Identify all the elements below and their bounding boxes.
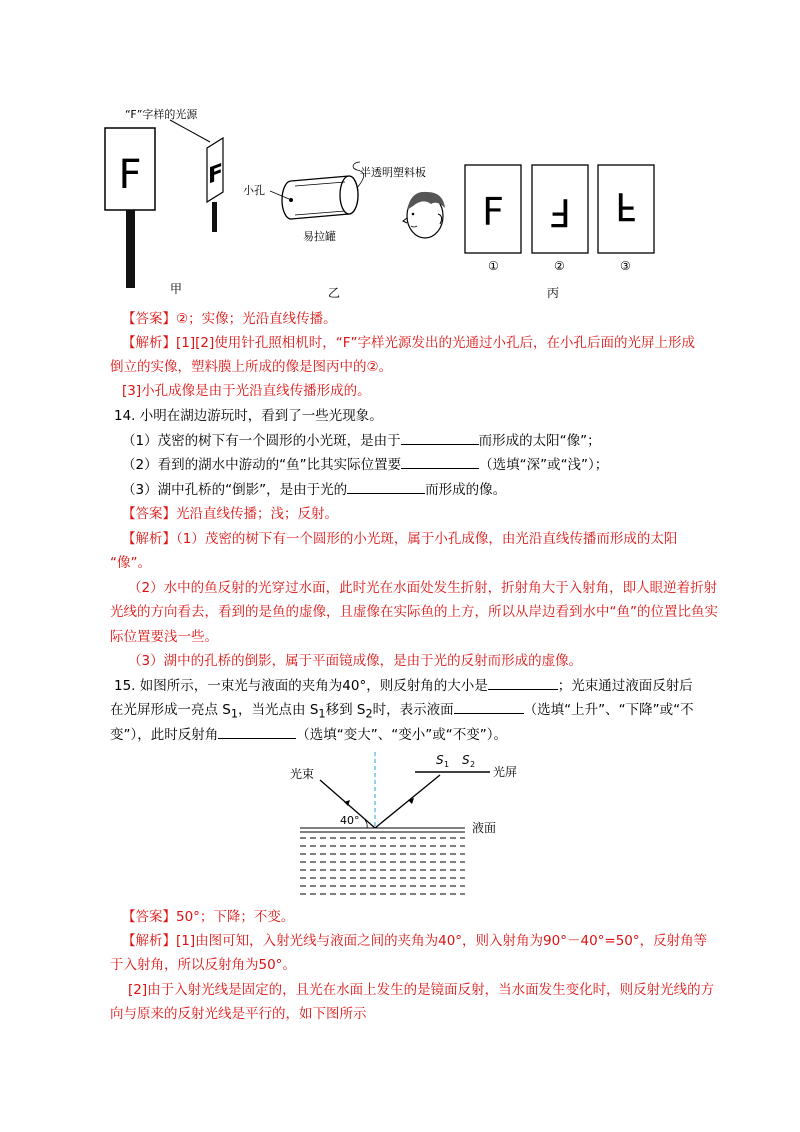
answer-blank [454, 701, 524, 714]
f-letter: F [118, 152, 142, 198]
label-bing: 丙 [547, 286, 560, 300]
s2-label: S [462, 753, 470, 767]
q15-analysis-2b: 向与原来的反射光线是平行的，如下图所示 [110, 1006, 367, 1022]
liquid-label: 液面 [472, 821, 497, 835]
option-1-label: ① [488, 259, 499, 273]
q13-analysis-2: 倒立的实像，塑料膜上所成的像是图丙中的②。 [110, 359, 393, 375]
q15-analysis-1a: 【解析】[1]由图可知，入射光线与液面之间的夹角为40°，则入射角为90°－40°=50°，反射角等 [122, 933, 708, 949]
svg-text:1: 1 [444, 760, 450, 769]
q14-analysis-1b: “像”。 [110, 555, 151, 571]
q14-analysis-1a: 【解析】（1）茂密的树下有一个圆形的小光斑，属于小孔成像，由光沿直线传播而形成的太阳 [122, 531, 678, 547]
q14-part3: （3）湖中孔桥的“倒影”，是由于光的 而形成的像。 [122, 482, 507, 498]
answer-blank [347, 481, 425, 494]
can-label: 易拉罐 [303, 230, 336, 243]
option-2-label: ② [554, 259, 565, 273]
q14-part1: （1）茂密的树下有一个圆形的小光斑，是由于 而形成的太阳“像”； [122, 433, 601, 449]
option-2-image: F [549, 190, 571, 234]
pinhole-figure [95, 100, 705, 300]
answer-blank [488, 677, 558, 690]
q15-analysis-1b: 于入射角，所以反射角为50°。 [110, 957, 296, 973]
q14-stem: 14. 小明在湖边游玩时，看到了一些光现象。 [114, 408, 383, 424]
q13-analysis-3: [3]小孔成像是由于光沿直线传播形成的。 [122, 383, 371, 399]
plastic-label: 半透明塑料板 [360, 166, 426, 179]
q14-analysis-3: （3）湖中的孔桥的倒影，属于平面镜成像，是由于光的反射而形成的虚像。 [128, 653, 583, 669]
q13-analysis-1: 【解析】[1][2]使用针孔照相机时，“F”字样光源发出的光通过小孔后，在小孔后面的光屏上形成 [122, 335, 695, 351]
q14-analysis-2a: （2）水中的鱼反射的光穿过水面，此时光在水面处发生折射，折射角大于入射角，即人眼逆着折射 [128, 580, 718, 596]
q15-analysis-2a: [2]由于入射光线是固定的，且光在水面上发生的是镜面反射，当水面发生变化时，则反射光线的方 [128, 982, 715, 998]
q14-analysis-2c: 际位置要浅一些。 [110, 629, 218, 645]
s1-label: S [436, 753, 444, 767]
q15-stem-1: 15. 如图所示，一束光与液面的夹角为40°，则反射角的大小是 ；光束通过液面反射后 [114, 678, 693, 694]
option-3-image: F [615, 184, 637, 228]
answer-blank [401, 456, 479, 469]
svg-text:2: 2 [470, 760, 476, 769]
q15-stem-2: 在光屏形成一亮点 $S_1$，当光点由 $S_1$移到 $S_2$时，表示液面 （选填“上升”、“下降”或“不 [110, 702, 694, 721]
answer-blank [218, 726, 296, 739]
q13-answer: 【答案】②；实像；光沿直线传播。 [122, 311, 337, 327]
q14-answer: 【答案】光沿直线传播；浅；反射。 [122, 506, 338, 522]
angle-label: 40° [340, 814, 360, 827]
hole-label: 小孔 [243, 184, 265, 197]
label-jia: 甲 [170, 282, 183, 296]
label-yi: 乙 [328, 286, 341, 300]
answer-blank [401, 432, 479, 445]
source-label: “F”字样的光源 [125, 108, 198, 121]
q15-answer: 【答案】50°；下降；不变。 [122, 909, 295, 925]
screen-label: 光屏 [493, 765, 518, 779]
q14-analysis-2b: 光线的方向看去，看到的是鱼的虚像，且虚像在实际鱼的上方，所以从岸边看到水中“鱼”的位置比鱼实 [110, 604, 718, 620]
q15-stem-3: 变”），此时反射角 （选填“变大”、“变小”或“不变”）。 [110, 727, 507, 743]
option-1-image: F [482, 190, 504, 234]
svg-text:F: F [208, 159, 224, 190]
q14-part2: （2）看到的湖水中游动的“鱼”比其实际位置要 （选填“深”或“浅”）； [122, 457, 609, 473]
head-icon [403, 192, 445, 238]
beam-label: 光束 [290, 767, 315, 781]
reflection-figure [290, 750, 520, 900]
option-3-label: ③ [620, 259, 631, 273]
